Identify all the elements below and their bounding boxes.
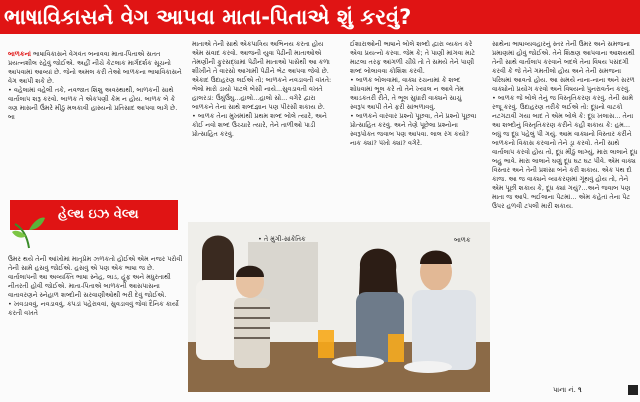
col1-p1-text: ભાષાવિકાસને વેગવંત બનાવવા માતા-પિતાએ સતત પ્રયત્નશીલ રહેવું જોઈએ. અહીં નીચે કેટલાક માર્ગદર્શક સૂચનો આપવામાં આવ્યાં છે. જેનો અમલ કરી તેઓ બાળકના ભાષાવિકાસને વેગ આપી શકે છે.	[8, 50, 182, 85]
col4-paragraph-2: • બાળક જે બોલે તેનું જ વિસ્તૃતિકરણ કરવું. તેની સામે રજૂ કરવું. ઉદાહરણ તરીકે લઈએ તો: દૂધનો વાટકો નટગટાવી ગયા બાદ તે એમ બોલે કે: દૂધ ખલાસ... તેના આ શબ્દોનું વિસ્તૃતિકરણ કરીને કહી શકાય કે: હમ... બધું જ દૂધ પહેલું પી ગયું. આમ વાક્યનો વિસ્તાર કરીને બાળકનો વિકાસ કરવાનો તેને ડ્રા કરવો. તેની સાથે વાર્તાલાપ કરવો હોય તો, દૂધ મીઠું લાગ્યું, મારા લાલાને દૂધ બહુ ભાવે. મારા લાલાને ઘણું દૂધ ઘટ ઘટ પીવે. એમ વાક્ય વિસ્તાર અને તેની પ્રશંસા બંને કરી શકાય. એક પંથ દો કાજ. આ જ વાક્યને વ્યાકરણમાં ગૂંથવું હોય તો, તેને એમ પૂછી શકાય કે, દૂધ ક્યાં ગયું?...અને જવાબ પણ માતા જ આપે. ભઈલાના પેટમાં... એમ કહેતાં તેના પેટ ઉપર હળવી ટપલી મારી શકાય.	[492, 94, 638, 210]
article-column-1-lower	[8, 255, 183, 395]
article-column-4	[492, 40, 640, 390]
photo-caption: • તે મુંગી-સાંકેતિક	[258, 235, 306, 243]
col1-paragraph-3: ઉંમર થયે તેની આંખોમાં માતૃપ્રેમ ઝળકતો હોઈએ એમ નજર પરોવી તેની સામે હસવું જોઈએ. હસવું એ પણ એક ભાષા જ છે. વાર્તાલાપની આ અવ્યક્તિ ભાષા સ્નેહ, લાડ, હૂંફ અને મધુરતાથી નીતરતી હોવી જોઈએ. માતા-પિતાએ બાળકની આસપાસના વાતાવરણને સ્નેહાળ શબ્દોની સરવાણીઓથી ભરી દેવું જોઈએ.	[8, 255, 183, 299]
page-number: ૧	[578, 386, 582, 394]
col3-paragraph-2: • બાળક બોલવામાં, વાક્ય રચનામાં કે શબ્દ શોધવામાં ભૂલ કરે તો તેને ખ્યાલ ન આવે તેમ આડકતરી રીતે, તે ભૂલ સુધારી વાક્યને સાચું સ્વરૂપ આપી તેને ફરી સાંભળાવવું.	[350, 76, 464, 111]
col1-paragraph-4: • ખવડાવવું, નવડાવવું, કપડાં પહેરાવવાં, સુવડાવવું જેવાં દૈનિક કાર્યો કરતી વખતે	[8, 300, 179, 317]
leaf-icon	[12, 200, 46, 250]
col3-paragraph-3: • બાળકને વારંવાર પ્રશ્નો પૂછવા, તેને પ્રશ્નો પૂછવા પ્રોત્સાહિત કરવું. અને તેણે પૂછેલા પ્રશ્નોના સ્વરૂપોક્ત જવાબ પણ આપવા. લાલ રંગ કયો? નાક ક્યાં? પંખો ક્યાં? વગેરે.	[350, 112, 477, 147]
col4-paragraph-1: સાથેના ભાષાવ્યવહારનું સ્તર તેની ઉંમર અને સમજના પ્રમાણમાં હોવું જોઈએ. તેને શિક્ષણ આપવાના આશયથી તેની સાથે વાર્તાલાપ કરવાને બદલે તેના વિષય પસંદગી કરવી કે જે તેને ગમતીલો હોય અને તેની સમજના પરિઘમાં આવતો હોય. આ સમયે નાના-નાના અને સરળ વાક્યોનો પ્રયોગ કરવો અને વિષયનો પુનરાવર્તન કરવું.	[492, 40, 635, 93]
continue-marker	[628, 385, 638, 395]
col1-paragraph-2: • વહેલામાં વહેલી તકે, નવજાત શિશુ અવસ્થાથી, બાળકની સાથે વાર્તાલાપ શરૂ કરવો. બાળક તે એકપણી કેમ ન હોય. બાળક બે કે ત્રણ માસની ઉંમરે મીઠું મલકાવી હાસ્યનો પ્રતિસાદ આપવા લાગે છે. બા	[8, 86, 178, 121]
col2-paragraph-2: • બાળક તેના મુખમાંથી પ્રથમ શબ્દ બોલે ત્યારે, અને કોઈ નવો શબ્દ ઉચ્ચારે ત્યારે, તેને તાળીઓ પાડી પ્રોત્સાહિત કરવું.	[192, 112, 327, 138]
section-banner-title: હેલ્થ ઇઝ વેલ્થ	[58, 207, 139, 222]
page-reference	[553, 386, 582, 395]
col2-paragraph-1: માતાએ તેની સાથે એકપાત્રિય અભિનય કરતા હોય એમ સંવાદ કરવો. આજની યુવા પેઢીની માતાઓએ તેમણીની ફુરસદ્ધામાં પેઢીની માતાઓ પાસેથી આ કળા શીખીને તે વારસો આગામી પેઢીને ભેટ આપવા જેવો છે. એકાદ ઉદાહરણ લઈએ તો; બાળકને નવડાવતી વખતે: ભેલો મારો ડાયો પાટલે બેસી નાયે...સુવડાવતી વખતે હાલરડાં: ઉંઘુંઉંઘુ...હાલો...હાલો સો... વગેરે દ્વારા બાળકને તેના સાથે શબ્દજ્ઞાન પણ પીરસી શકાય છે.	[192, 40, 332, 111]
family-photo	[188, 222, 490, 392]
col3-paragraph-1: ઈશારાઓની ભાષાને બોલે શબ્દો દ્વારા વ્યક્ત કરે એવા પ્રયત્નો કરવા. જેમ કે; તે પાણી માંગવા માટે માટલા તરફ આંગળી ચીંધે તો તે સમયે તેને પાણી શબ્દ બોલાવવા કોશિશ કરવી.	[350, 40, 476, 75]
kicker-word: બાળકનાં	[8, 50, 31, 58]
photo-credit: બાળક	[454, 236, 471, 244]
page-reference-label: પાના નં.	[553, 386, 576, 394]
family-illustration	[188, 222, 490, 392]
headline: ભાષાવિકાસને વેગ આપવા માતા-પિતાએ શું કરવું?	[0, 0, 640, 34]
col1-paragraph-1	[8, 50, 186, 86]
article-column-3	[350, 40, 478, 250]
